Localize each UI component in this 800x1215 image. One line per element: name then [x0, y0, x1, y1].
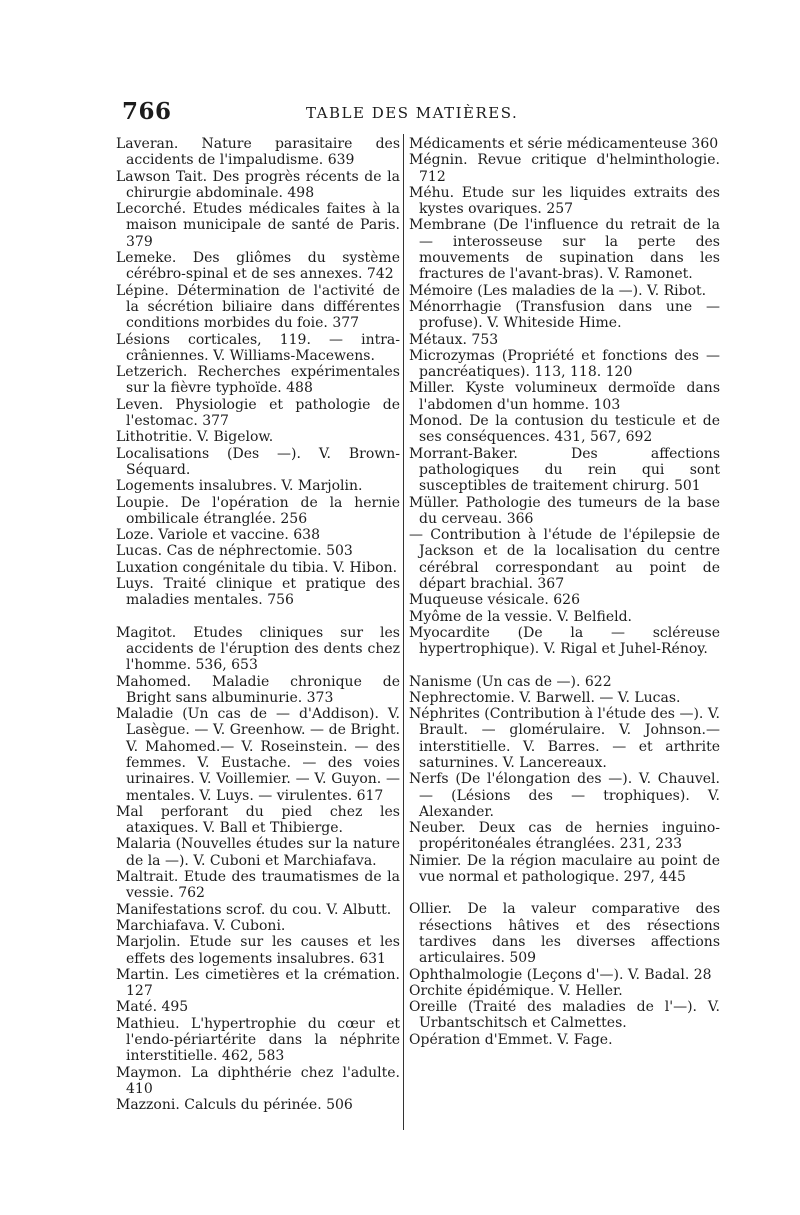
- index-entry: Nerfs (De l'élongation des —). V. Chauvel. — (Lésions des — trophiques). V. Alexander.: [409, 771, 720, 820]
- index-entry: Marchiafava. V. Cuboni.: [116, 917, 286, 934]
- index-entry: Letzerich. Recherches expérimentales sur la fièvre typhoïde. 488: [116, 364, 400, 397]
- index-entry: Lucas. Cas de néphrectomie. 503: [116, 543, 353, 560]
- index-entry: Lésions corticales, 119. — intra-crâniennes. V. Williams-Macewens.: [116, 331, 400, 364]
- index-entry: — Contribution à l'étude de l'épilepsie de Jackson et de la localisation du centre cérébral correspondant au point de départ brachial. 367: [409, 527, 720, 593]
- index-entry: Müller. Pathologie des tumeurs de la base du cerveau. 366: [409, 494, 720, 527]
- index-entry: Leven. Physiologie et pathologie de l'estomac. 377: [116, 396, 400, 430]
- index-entry: Nephrectomie. V. Barwell. — V. Lucas.: [409, 689, 681, 706]
- index-entry: Lecorché. Etudes médicales faites à la maison municipale de santé de Paris. 379: [116, 201, 400, 250]
- index-entry: Maté. 495: [116, 999, 189, 1016]
- page-number: 766: [122, 98, 172, 125]
- index-entry: Lithotritie. V. Bigelow.: [116, 429, 274, 446]
- index-entry: Luys. Traité clinique et pratique des maladies mentales. 756: [116, 576, 400, 609]
- index-entry: Miller. Kyste volumineux dermoïde dans l'abdomen d'un homme. 103: [409, 380, 720, 413]
- index-entry: Mathieu. L'hypertrophie du cœur et l'endo-périartérite dans la néphrite interstitielle. 462, 583: [116, 1015, 400, 1065]
- index-entry: Myôme de la vessie. V. Belfield.: [409, 608, 633, 625]
- index-entry: Lépine. Détermination de l'activité de la sécrétion biliaire dans différentes conditions morbides du foie. 377: [116, 282, 400, 332]
- index-entry: Mal perforant du pied chez les ataxiques. V. Ball et Thibierge.: [116, 803, 400, 837]
- index-entry: Méhu. Etude sur les liquides extraits des kystes ovariques. 257: [409, 184, 720, 218]
- index-entry: Marjolin. Etude sur les causes et les effets des logements insalubres. 631: [116, 934, 400, 967]
- index-column-right: [409, 136, 720, 1048]
- index-entry: Oreille (Traité des maladies de l'—). V. Urbantschitsch et Calmettes.: [409, 999, 720, 1032]
- index-entry: Ménorrhagie (Transfusion dans une — profuse). V. Whiteside Hime.: [409, 298, 720, 332]
- index-entry: Logements insalubres. V. Marjolin.: [116, 478, 363, 495]
- index-entry: Médicaments et série médicamenteuse 360: [409, 136, 719, 152]
- index-entry: Muqueuse vésicale. 626: [409, 592, 580, 609]
- index-entry: Métaux. 753: [409, 331, 499, 348]
- index-entry: Neuber. Deux cas de hernies inguino-propéritonéales étranglées. 231, 233: [409, 820, 720, 853]
- index-entry: Luxation congénitale du tibia. V. Hibon.: [116, 559, 398, 576]
- index-entry: Morrant-Baker. Des affections pathologiques du rein qui sont susceptibles de traitement chirurg. 501: [409, 445, 720, 495]
- index-entry: Orchite épidémique. V. Heller.: [409, 982, 623, 999]
- index-entry: Mémoire (Les maladies de la —). V. Ribot.: [409, 282, 707, 299]
- index-entry: Mégnin. Revue critique d'helminthologie. 712: [409, 152, 720, 185]
- index-entry: Laveran. Nature parasitaire des accidents de l'impaludisme. 639: [116, 136, 400, 169]
- index-entry: Maymon. La diphthérie chez l'adulte. 410: [116, 1064, 400, 1097]
- letter-gap: [409, 885, 720, 901]
- index-entry: Microzymas (Propriété et fonctions des — pancréatiques). 113, 118. 120: [409, 347, 720, 381]
- letter-gap: [409, 658, 720, 674]
- index-entry: Manifestations scrof. du cou. V. Albutt.: [116, 901, 392, 918]
- index-column-left: [116, 136, 400, 1114]
- page-header: [116, 98, 730, 132]
- index-entry: Néphrites (Contribution à l'étude des —). V. Brault. — glomérulaire. V. Johnson.— interstitielle. V. Barres. — et arthrite saturnines. V. Lancereaux.: [409, 706, 720, 771]
- index-entry: Loupie. De l'opération de la hernie ombilicale étranglée. 256: [116, 494, 400, 527]
- letter-gap: [116, 609, 400, 625]
- index-entry: Membrane (De l'influence du retrait de la — interosseuse sur la perte des mouvements de supination dans les fractures de l'avant-bras). V. Ramonet.: [409, 217, 720, 283]
- index-entry: Lawson Tait. Des progrès récents de la chirurgie abdominale. 498: [116, 168, 400, 201]
- index-entry: Maltrait. Etude des traumatismes de la vessie. 762: [116, 869, 400, 902]
- running-title: TABLE DES MATIÈRES.: [306, 104, 519, 122]
- index-entry: Ollier. De la valeur comparative des résections hâtives et des résections tardives dans les diverses affections articulaires. 509: [409, 901, 720, 967]
- index-entry: Monod. De la contusion du testicule et de ses conséquences. 431, 567, 692: [409, 413, 720, 446]
- index-entry: Malaria (Nouvelles études sur la nature de la —). V. Cuboni et Marchiafava.: [116, 836, 400, 869]
- index-entry: Myocardite (De la — scléreuse hypertrophique). V. Rigal et Juhel-Rénoy.: [409, 624, 720, 658]
- index-entry: Ophthalmologie (Leçons d'—). V. Badal. 28: [409, 966, 712, 983]
- index-entry: Nimier. De la région maculaire au point de vue normal et pathologique. 297, 445: [409, 852, 720, 886]
- index-entry: Mazzoni. Calculs du périnée. 506: [116, 1097, 353, 1114]
- index-entry: Localisations (Des —). V. Brown-Séquard.: [116, 445, 400, 478]
- column-divider: [403, 134, 404, 1130]
- index-entry: Maladie (Un cas de — d'Addison). V. Lasègue. — V. Greenhow. — de Bright. V. Mahomed.— V. Roseinstein. — des femmes. V. Eustache. — des voies urinaires. V. Voillemier. — V. Guyon. — mentales. V. Luys. — virulentes. 617: [116, 706, 400, 804]
- index-entry: Lemeke. Des gliômes du système cérébro-spinal et de ses annexes. 742: [116, 250, 400, 283]
- index-entry: Loze. Variole et vaccine. 638: [116, 527, 320, 544]
- index-entry: Opération d'Emmet. V. Fage.: [409, 1031, 613, 1048]
- index-entry: Magitot. Etudes cliniques sur les accidents de l'éruption des dents chez l'homme. 536, 653: [116, 624, 400, 674]
- index-entry: Nanisme (Un cas de —). 622: [409, 673, 612, 690]
- index-entry: Mahomed. Maladie chronique de Bright sans albuminurie. 373: [116, 673, 400, 706]
- index-entry: Martin. Les cimetières et la crémation. 127: [116, 966, 400, 1000]
